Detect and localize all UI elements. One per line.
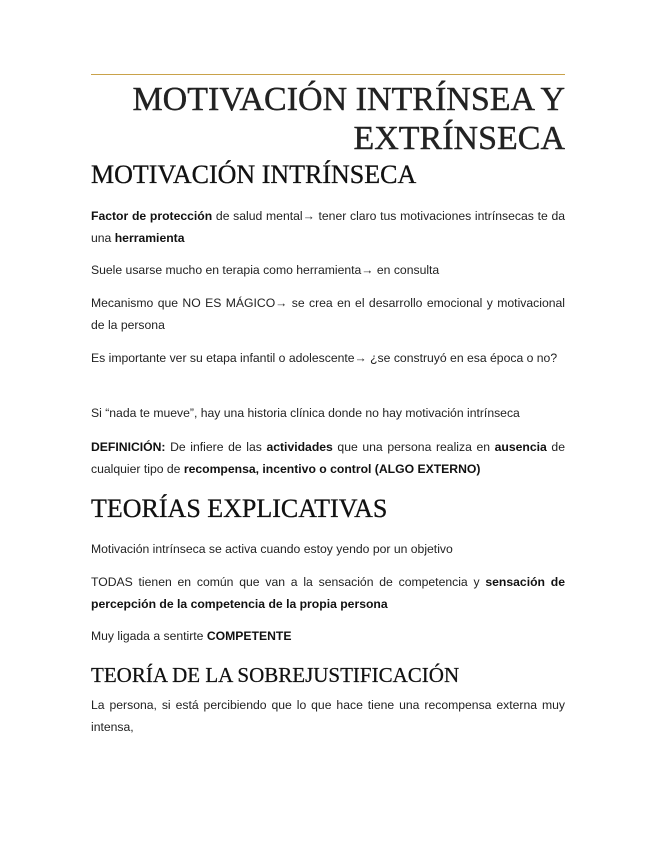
paragraph-competencia: [91, 571, 565, 615]
text: TODAS tienen en común que van a la sensación de competencia y: [91, 575, 486, 589]
bold-text: herramienta: [114, 231, 185, 245]
text: que una persona realiza en: [332, 440, 495, 454]
heading-sobrejustificacion: TEORÍA DE LA SOBREJUSTIFICACIÓN: [91, 663, 460, 687]
text: De infiere de las: [165, 440, 267, 454]
bold-text: COMPETENTE: [206, 629, 292, 643]
bold-text: Factor de protección: [91, 209, 213, 223]
text: Muy ligada a sentirte: [91, 629, 207, 643]
paragraph-recompensa-externa: La persona, si está percibiendo que lo que hace tiene una recompensa externa muy intensa,: [91, 698, 565, 734]
paragraph-etapa-infantil: Es importante ver su etapa infantil o adolescente→ ¿se construyó en esa época o no?: [91, 351, 558, 365]
document-title-line-2: EXTRÍNSECA: [353, 120, 565, 157]
heading-motivacion-intrinseca: MOTIVACIÓN INTRÍNSECA: [91, 160, 417, 189]
bold-text: recompensa, incentivo o control (ALGO EXTERNO): [183, 462, 481, 476]
paragraph-terapia: Suele usarse mucho en terapia como herramienta→ en consulta: [91, 263, 440, 277]
bold-text: actividades: [266, 440, 333, 454]
text: de cualquier tipo de: [91, 440, 565, 476]
heading-teorias-explicativas: TEORÍAS EXPLICATIVAS: [91, 494, 388, 523]
title-rule: [91, 74, 565, 75]
document-title: [91, 80, 565, 158]
text: de salud mental→ tener claro tus motivaciones intrínsecas te da una: [91, 209, 565, 245]
paragraph-objetivo: Motivación intrínseca se activa cuando estoy yendo por un objetivo: [91, 542, 453, 556]
paragraph-mecanismo: Mecanismo que NO ES MÁGICO→ se crea en el desarrollo emocional y motivacional de la persona: [91, 296, 565, 332]
paragraph-definicion: [91, 436, 565, 480]
bold-text: ausencia: [494, 440, 547, 454]
document-title-line-1: MOTIVACIÓN INTRÍNSEA Y: [132, 81, 565, 118]
paragraph-nada-te-mueve: Si “nada te mueve”, hay una historia clínica donde no hay motivación intrínseca: [91, 406, 520, 420]
bold-text: DEFINICIÓN:: [91, 440, 166, 454]
paragraph-factor-proteccion: [91, 205, 565, 249]
paragraph-competente: [91, 625, 565, 647]
bold-text: sensación de percepción de la competencia de la propia persona: [91, 575, 565, 611]
